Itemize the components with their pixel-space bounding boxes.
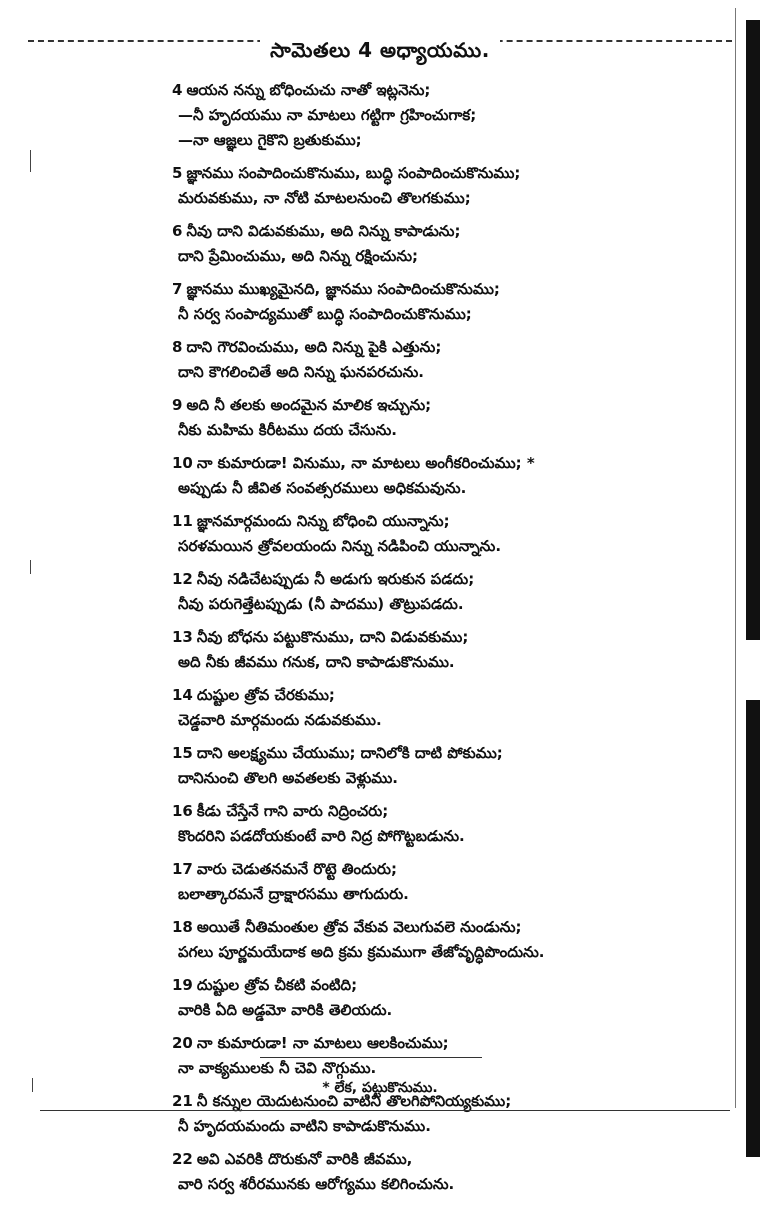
verse-number: 12 [172, 570, 193, 588]
verse-line [172, 186, 692, 211]
verse-text: నీవు నడిచేటప్పుడు నీ అడుగు ఇరుకున పడదు; [196, 570, 475, 588]
verse-first-line [172, 1031, 692, 1056]
footnote-rule [260, 1057, 482, 1058]
verse-number: 19 [172, 976, 193, 994]
verse-text: నీకు మహిమ కిరీటము దయ చేసును. [178, 421, 397, 439]
verse-text: నా కుమారుడా! నా మాటలు ఆలకించుము; [196, 1034, 449, 1052]
verse-number: 16 [172, 802, 193, 820]
verse-line [172, 1114, 692, 1139]
verse-text: దాని అలక్ష్యము చేయుము; దానిలోకి దాటి పోకుము; [196, 744, 503, 762]
verse-text: నీ సర్వ సంపాద్యముతో బుద్ధి సంపాదించుకొనుము; [178, 305, 472, 323]
verse-list [172, 78, 692, 1205]
verse-first-line [172, 799, 692, 824]
verse-first-line [172, 973, 692, 998]
margin-mark [30, 560, 31, 574]
verse-number: 10 [172, 454, 193, 472]
verse-number: 18 [172, 918, 193, 936]
verse-line [172, 244, 692, 269]
verse-text: అది నీకు జీవము గనుక, దాని కాపాడుకొనుము. [178, 653, 455, 671]
verse-number: 7 [172, 280, 183, 298]
page-edge-gap [746, 640, 760, 700]
footnote: * లేక, పట్టుకొనుము. [322, 1080, 438, 1096]
verse-first-line [172, 741, 692, 766]
verse-number: 20 [172, 1034, 193, 1052]
verse-line [172, 128, 692, 153]
verse-line [172, 824, 692, 849]
verse-first-line [172, 451, 692, 476]
verse-first-line [172, 857, 692, 882]
verse [172, 1147, 692, 1197]
page-title [0, 38, 760, 67]
verse-line [172, 418, 692, 443]
verse-text: పగలు పూర్ణమయేదాక అది క్రమ క్రమముగా తేజోవృద్ధిపొందును. [178, 943, 545, 961]
verse-line [172, 1056, 692, 1081]
verse [172, 161, 692, 211]
verse-line [172, 103, 692, 128]
verse-text: నీ కన్నుల యెదుటనుంచి వాటిని తొలగిపోనియ్యకుము; [196, 1092, 512, 1110]
verse-number: 15 [172, 744, 193, 762]
verse-line [172, 360, 692, 385]
verse [172, 857, 692, 907]
verse-line [172, 940, 692, 965]
verse [172, 1031, 692, 1081]
verse-text: అవి ఎవరికి దొరుకునో వారికి జీవము, [196, 1150, 413, 1168]
verse [172, 509, 692, 559]
verse-number: 17 [172, 860, 193, 878]
verse-text: మరువకుము, నా నోటి మాటలనుంచి తొలగకుము; [178, 189, 471, 207]
verse-text: చెడ్డవారి మార్గమందు నడువకుము. [178, 711, 382, 729]
verse [172, 567, 692, 617]
page-edge [746, 0, 760, 1157]
verse-text: దానినుంచి తొలగి అవతలకు వెళ్లుము. [178, 769, 398, 787]
verse-text: జ్ఞానము సంపాదించుకొనుము, బుద్ధి సంపాదించుకొనుము; [186, 164, 521, 182]
verse-line [172, 882, 692, 907]
verse-text: ఆయన నన్ను బోధించుచు నాతో ఇట్లనెను; [186, 81, 431, 99]
verse-text: వారు చెడుతనమనే రొట్టె తిందురు; [196, 860, 397, 878]
verse-text: కీడు చేస్తేనే గాని వారు నిద్రించరు; [196, 802, 389, 820]
page-title-text: సామెతలు 4 అధ్యాయము. [260, 38, 500, 62]
verse-first-line [172, 915, 692, 940]
verse [172, 625, 692, 675]
verse-text: నీవు దాని విడువకుము, అది నిన్ను కాపాడును; [186, 222, 461, 240]
verse [172, 741, 692, 791]
verse-number: 11 [172, 512, 193, 530]
verse [172, 683, 692, 733]
verse-text: దాని గౌరవించుము, అది నిన్ను పైకి ఎత్తును; [186, 338, 442, 356]
verse [172, 973, 692, 1023]
verse-text: దాని ప్రేమించుము, అది నిన్ను రక్షించును; [178, 247, 419, 265]
verse-first-line [172, 335, 692, 360]
verse [172, 335, 692, 385]
verse-text: జ్ఞానము ముఖ్యమైనది, జ్ఞానము సంపాదించుకొనుము; [186, 280, 500, 298]
verse-line [172, 708, 692, 733]
verse-text: నీవు బోధను పట్టుకొనుము, దాని విడువకుము; [196, 628, 469, 646]
verse-text: నా కుమారుడా! వినుము, నా మాటలు అంగీకరించుము; * [196, 454, 535, 472]
verse-line [172, 534, 692, 559]
verse-text: దుష్టుల త్రోవ చేరకుము; [196, 686, 335, 704]
verse [172, 451, 692, 501]
verse-text: అయితే నీతిమంతుల త్రోవ వేకువ వెలుగువలె నుండును; [196, 918, 522, 936]
verse-text: నా వాక్యములకు నీ చెవి నొగ్గుము. [178, 1059, 377, 1077]
verse-first-line [172, 683, 692, 708]
verse-line [172, 1172, 692, 1197]
verse-text: —నా ఆజ్ఞలు గైకొని బ్రతుకుము; [178, 131, 362, 149]
verse [172, 799, 692, 849]
bottom-rule [40, 1110, 730, 1111]
verse-line [172, 476, 692, 501]
verse-number: 5 [172, 164, 183, 182]
verse-first-line [172, 509, 692, 534]
verse-number: 13 [172, 628, 193, 646]
verse-number: 9 [172, 396, 183, 414]
verse-text: బలాత్కారమనే ద్రాక్షారసము తాగుదురు. [178, 885, 409, 903]
verse [172, 915, 692, 965]
verse-first-line [172, 219, 692, 244]
right-margin-rule [735, 8, 736, 1108]
verse-first-line [172, 1147, 692, 1172]
verse-number: 8 [172, 338, 183, 356]
verse-line [172, 592, 692, 617]
page-edge-gap [746, 0, 760, 20]
verse-text: నీవు పరుగెత్తేటప్పుడు (నీ పాదము) తొట్రుపడదు. [178, 595, 464, 613]
verse-first-line [172, 277, 692, 302]
verse-text: దుష్టుల త్రోవ చీకటి వంటిది; [196, 976, 358, 994]
verse-text: వారి సర్వ శరీరమునకు ఆరోగ్యము కలిగించును. [178, 1175, 455, 1193]
verse-text: అది నీ తలకు అందమైన మాలిక ఇచ్చును; [186, 396, 432, 414]
verse-number: 4 [172, 81, 183, 99]
verse-text: జ్ఞానమార్గమందు నిన్ను బోధించి యున్నాను; [196, 512, 450, 530]
verse-text: నీ హృదయమందు వాటిని కాపాడుకొనుము. [178, 1117, 431, 1135]
verse-text: కొందరిని పడదోయకుంటే వారి నిద్ర పోగొట్టబడును. [178, 827, 465, 845]
verse-first-line [172, 78, 692, 103]
verse-line [172, 998, 692, 1023]
verse [172, 393, 692, 443]
verse [172, 78, 692, 153]
verse-text: —నీ హృదయము నా మాటలు గట్టిగా గ్రహించుగాక; [178, 106, 477, 124]
verse-text: వారికి ఏది అడ్డమో వారికి తెలియదు. [178, 1001, 393, 1019]
verse-line [172, 302, 692, 327]
verse-line [172, 766, 692, 791]
verse-first-line [172, 625, 692, 650]
margin-mark [30, 150, 31, 172]
verse-number: 6 [172, 222, 183, 240]
verse [172, 219, 692, 269]
verse-first-line [172, 393, 692, 418]
verse-first-line [172, 567, 692, 592]
verse-number: 14 [172, 686, 193, 704]
verse-number: 22 [172, 1150, 193, 1168]
verse [172, 277, 692, 327]
verse-line [172, 650, 692, 675]
verse-text: అప్పుడు నీ జీవిత సంవత్సరములు అధికమవును. [178, 479, 467, 497]
verse-text: సరళమయిన త్రోవలయందు నిన్ను నడిపించి యున్నాను. [178, 537, 502, 555]
verse-first-line [172, 161, 692, 186]
verse-number: 21 [172, 1092, 193, 1110]
verse-text: దాని కౌగలించితే అది నిన్ను ఘనపరచును. [178, 363, 425, 381]
